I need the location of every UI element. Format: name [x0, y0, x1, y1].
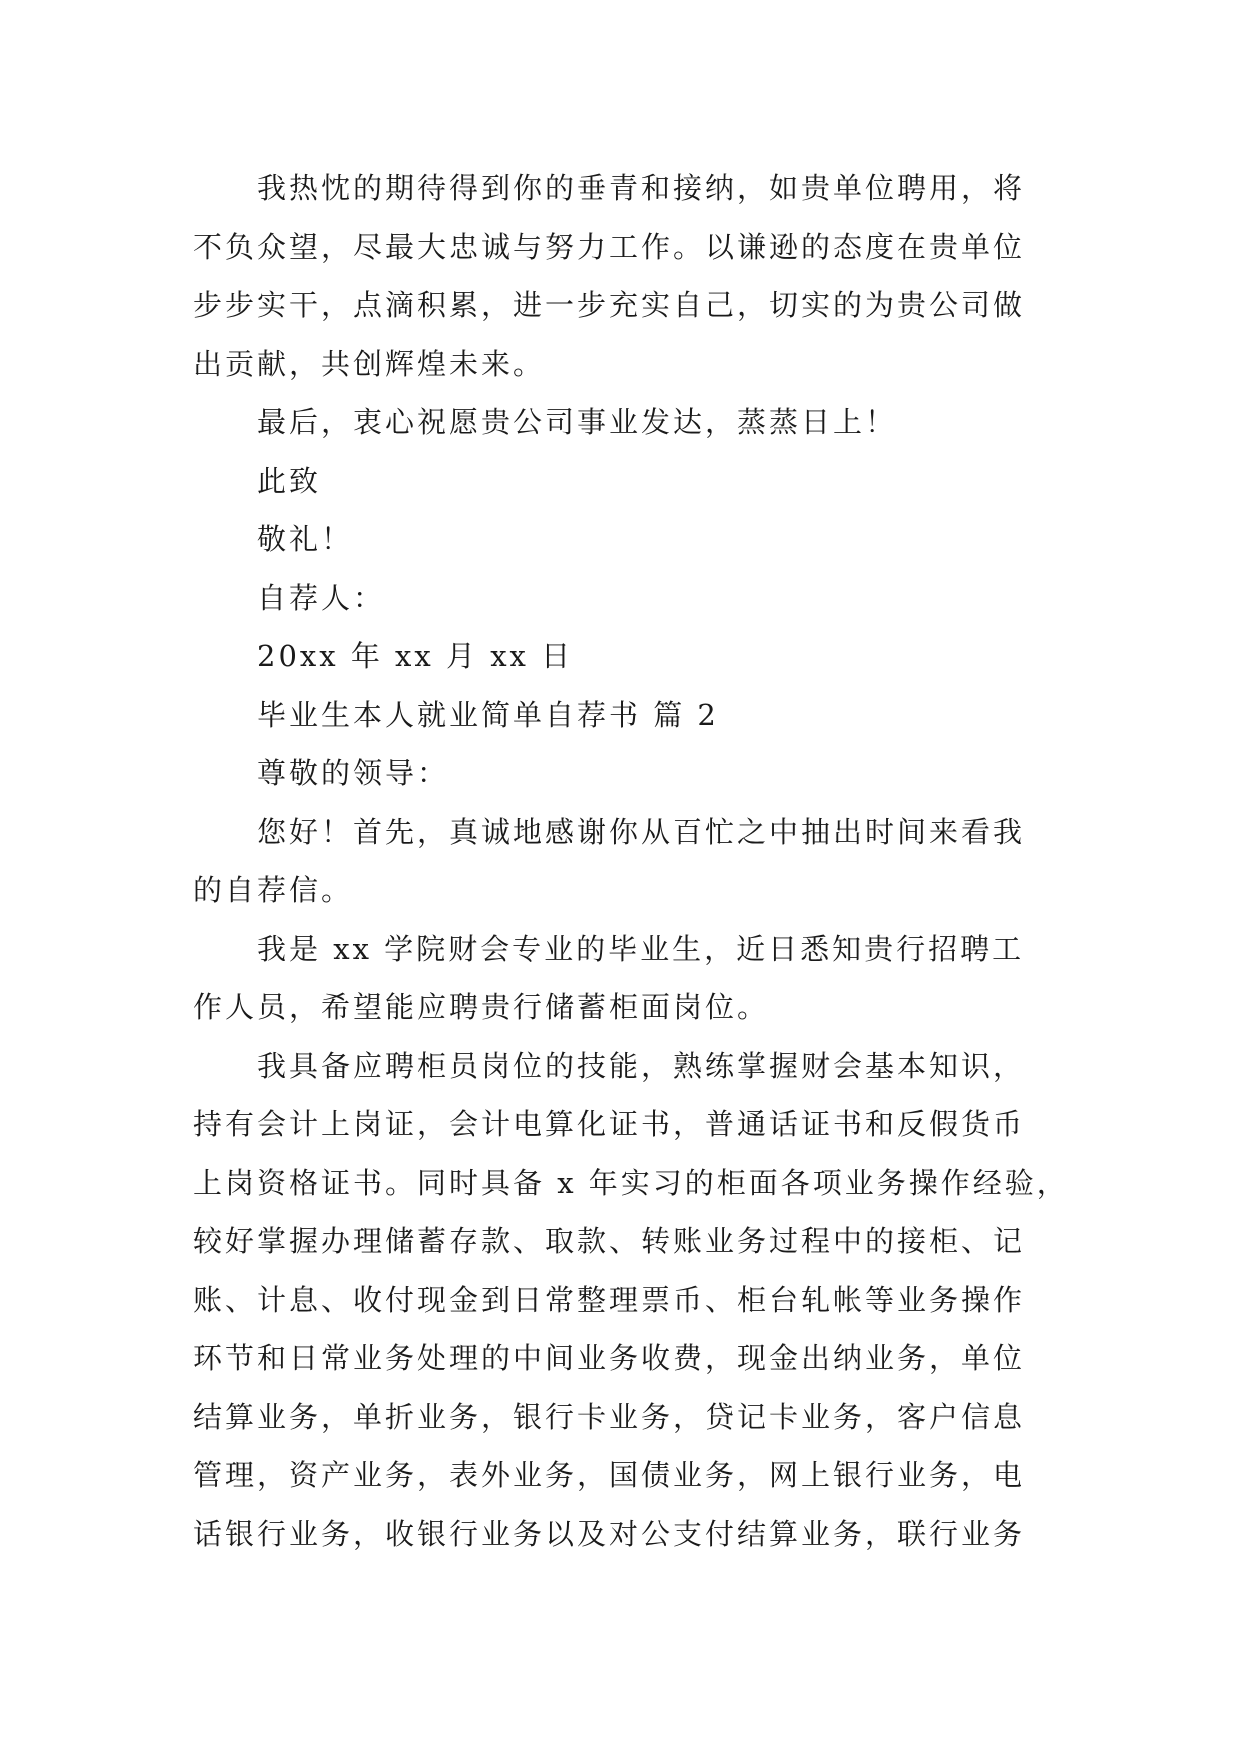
text-line: 您好！首先，真诚地感谢你从百忙之中抽出时间来看我 — [257, 814, 1026, 849]
text-line: 出贡献，共创辉煌未来。 — [193, 346, 546, 381]
section-heading: 毕业生本人就业简单自荐书 篇 2 — [257, 697, 719, 732]
text-line: 最后，衷心祝愿贵公司事业发达，蒸蒸日上！ — [257, 405, 898, 439]
text-line: 上岗资格证书。同时具备 x 年实习的柜面各项业务操作经验， — [193, 1165, 1069, 1200]
signature-line: 自荐人： — [257, 580, 386, 615]
text-line: 较好掌握办理储蓄存款、取款、转账业务过程中的接柜、记 — [193, 1224, 1026, 1258]
text-line: 我具备应聘柜员岗位的技能，熟练掌握财会基本知识， — [257, 1048, 1026, 1083]
text-line: 持有会计上岗证，会计电算化证书，普通话证书和反假货币 — [193, 1107, 1026, 1141]
text-line: 步步实干，点滴积累，进一步充实自己，切实的为贵公司做 — [193, 288, 1026, 322]
salutation-line: 尊敬的领导： — [257, 756, 450, 790]
text-line: 结算业务，单折业务，银行卡业务，贷记卡业务，客户信息 — [193, 1399, 1026, 1434]
text-line: 管理，资产业务，表外业务，国债业务，网上银行业务，电 — [193, 1458, 1026, 1492]
text-line: 的自荐信。 — [193, 873, 354, 907]
text-line: 我热忱的期待得到你的垂青和接纳，如贵单位聘用，将 — [257, 171, 1026, 205]
text-line: 作人员，希望能应聘贵行储蓄柜面岗位。 — [193, 990, 770, 1024]
closing-line: 此致 — [257, 463, 322, 498]
document-body — [193, 159, 1073, 1563]
text-line: 账、计息、收付现金到日常整理票币、柜台轧帐等业务操作 — [193, 1282, 1026, 1317]
closing-line: 敬礼！ — [257, 522, 354, 556]
text-line: 话银行业务，收银行业务以及对公支付结算业务，联行业务 — [193, 1516, 1026, 1551]
text-line: 不负众望，尽最大忠诚与努力工作。以谦逊的态度在贵单位 — [193, 229, 1026, 264]
text-line: 环节和日常业务处理的中间业务收费，现金出纳业务，单位 — [193, 1341, 1026, 1375]
date-line: 20xx 年 xx 月 xx 日 — [257, 639, 574, 673]
text-line: 我是 xx 学院财会专业的毕业生，近日悉知贵行招聘工 — [257, 931, 1025, 966]
